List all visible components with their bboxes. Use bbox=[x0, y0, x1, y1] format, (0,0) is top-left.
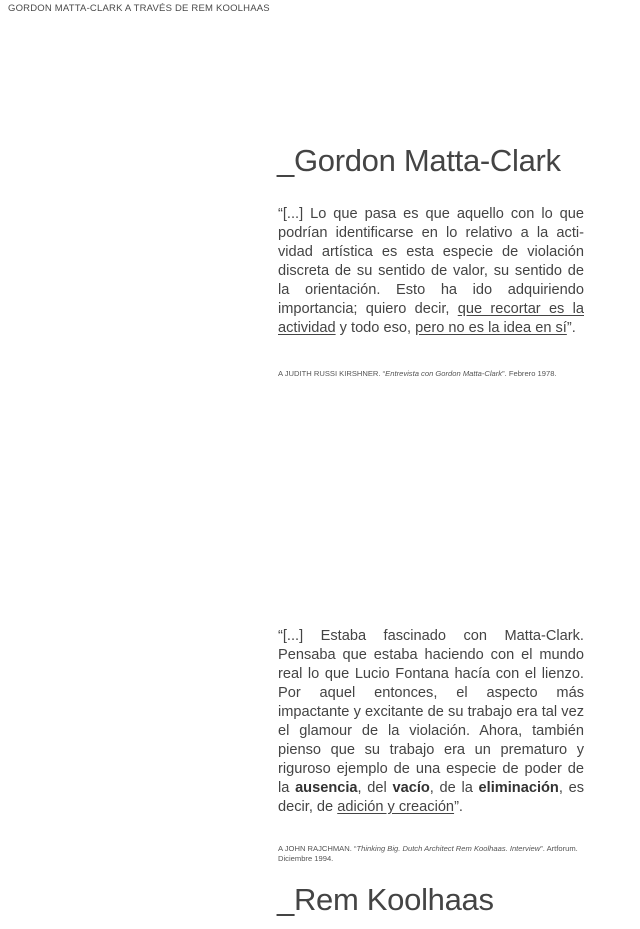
citation-work: Entrevista con Gordon Matta-Clark bbox=[385, 369, 503, 378]
bold-word: vacío bbox=[392, 780, 430, 796]
quote-text: , es decir, de bbox=[278, 780, 585, 815]
quote-text: , del bbox=[357, 780, 393, 796]
citation-rest: ”. Febrero 1978. bbox=[502, 369, 557, 378]
citation-rest: ”. Artforum. Diciembre 1994. bbox=[278, 844, 578, 863]
running-head: GORDON MATTA-CLARK A TRAVÉS DE REM KOOLHAAS bbox=[8, 3, 270, 14]
citation-work: Thinking Big. Dutch Architect Rem Koolhaas. Interview bbox=[356, 844, 541, 853]
citation-author: A JUDITH RUSSI KIRSHNER. “ bbox=[278, 369, 386, 378]
quote-text: y todo eso, bbox=[335, 320, 416, 336]
underlined-phrase: que recortar es la actividad bbox=[278, 301, 584, 336]
quote-kirshner bbox=[278, 205, 584, 338]
quote-text: “[...] Lo que pasa es que aquello con lo que podrían identificarse en lo relativo a la acti-vidad artística es esta especie de violación discreta de su sentido de valor, su sentido de la orientación. Esto ha ido adquiriendo importancia; quiero decir, bbox=[278, 206, 584, 317]
citation-author: A JOHN RAJCHMAN. “ bbox=[278, 844, 357, 853]
citation-rajchman bbox=[278, 844, 584, 864]
quote-text: , de la bbox=[429, 780, 479, 796]
underlined-phrase: adición y creación bbox=[337, 799, 455, 815]
quote-rajchman bbox=[278, 627, 584, 817]
underlined-phrase: pero no es la idea en sí bbox=[415, 320, 567, 336]
section-title-rem-koolhaas: _Rem Koolhaas bbox=[277, 882, 494, 917]
bold-word: eliminación bbox=[478, 780, 559, 796]
bold-word: ausencia bbox=[295, 780, 358, 796]
section-title-gordon-matta-clark: _Gordon Matta-Clark bbox=[277, 143, 561, 178]
quote-text: “[...] Estaba fascinado con Matta-Clark. Pensaba que estaba haciendo con el mundo real lo que Lucio Fontana hacía con el lienzo. Por aquel entonces, el aspecto más impactante y excitante de su trabajo era tal vez el glamour de la violación. Ahora, también pienso que su trabajo era un prematuro y riguroso ejemplo de una especie de poder de la bbox=[278, 628, 584, 796]
quote-text: ”. bbox=[454, 799, 463, 815]
citation-kirshner bbox=[278, 369, 584, 379]
quote-text: ”. bbox=[566, 320, 576, 336]
